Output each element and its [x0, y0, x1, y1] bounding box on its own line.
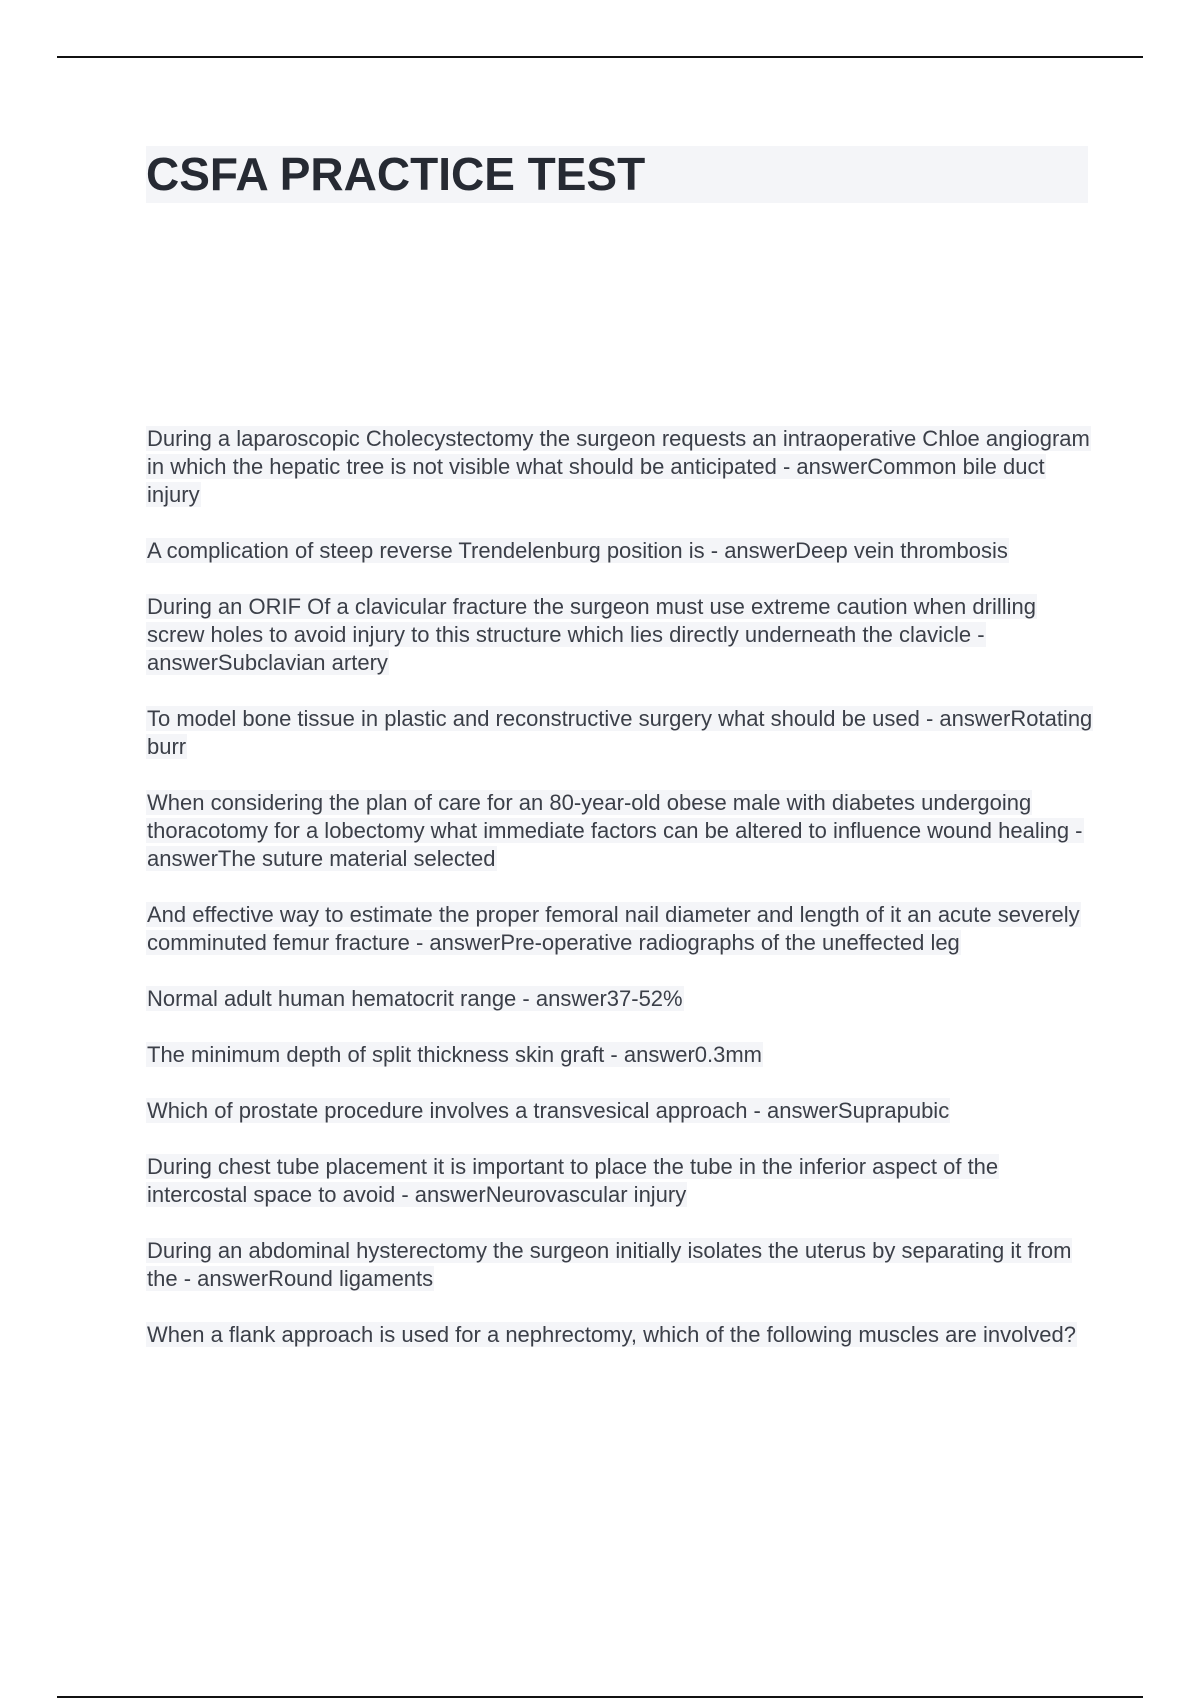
- list-item: [146, 537, 1096, 565]
- question-answer-text: A complication of steep reverse Trendelenburg position is - answerDeep vein thrombosis: [147, 538, 1008, 563]
- question-text: When a flank approach is used for a nephrectomy, which of the following muscles are involved?: [147, 1322, 1076, 1347]
- list-item: [146, 1153, 1096, 1209]
- top-rule: [57, 56, 1143, 58]
- list-item: [146, 901, 1096, 957]
- question-answer-text: Normal adult human hematocrit range - answer37-52%: [147, 986, 683, 1011]
- list-item: [146, 789, 1096, 873]
- bottom-rule: [57, 1696, 1143, 1698]
- list-item: [146, 985, 1096, 1013]
- question-answer-text: When considering the plan of care for an 80-year-old obese male with diabetes undergoing thoracotomy for a lobectomy what immediate factors can be altered to influence wound healing - answerThe suture material selected: [147, 790, 1083, 871]
- question-list: [146, 425, 1096, 1377]
- question-answer-text: And effective way to estimate the proper femoral nail diameter and length of it an acute severely comminuted femur fracture - answerPre-operative radiographs of the uneffected leg: [147, 902, 1080, 955]
- page-title: CSFA PRACTICE TEST: [146, 148, 646, 200]
- question-answer-text: During an abdominal hysterectomy the surgeon initially isolates the uterus by separating it from the - answerRound ligaments: [147, 1238, 1072, 1291]
- list-item: [146, 1321, 1096, 1349]
- list-item: [146, 1041, 1096, 1069]
- list-item: [146, 1237, 1096, 1293]
- list-item: [146, 705, 1096, 761]
- question-answer-text: During a laparoscopic Cholecystectomy the surgeon requests an intraoperative Chloe angiogram in which the hepatic tree is not visible what should be anticipated - answerCommon bile duct injury: [147, 426, 1090, 507]
- list-item: [146, 1097, 1096, 1125]
- question-answer-text: The minimum depth of split thickness skin graft - answer0.3mm: [147, 1042, 763, 1067]
- question-answer-text: Which of prostate procedure involves a transvesical approach - answerSuprapubic: [147, 1098, 950, 1123]
- question-answer-text: During an ORIF Of a clavicular fracture the surgeon must use extreme caution when drilling screw holes to avoid injury to this structure which lies directly underneath the clavicle - answerSubclavian artery: [147, 594, 1036, 675]
- list-item: [146, 593, 1096, 677]
- question-answer-text: During chest tube placement it is important to place the tube in the inferior aspect of the intercostal space to avoid - answerNeurovascular injury: [147, 1154, 999, 1207]
- question-answer-text: To model bone tissue in plastic and reconstructive surgery what should be used - answerRotating burr: [147, 706, 1093, 759]
- list-item: [146, 425, 1096, 509]
